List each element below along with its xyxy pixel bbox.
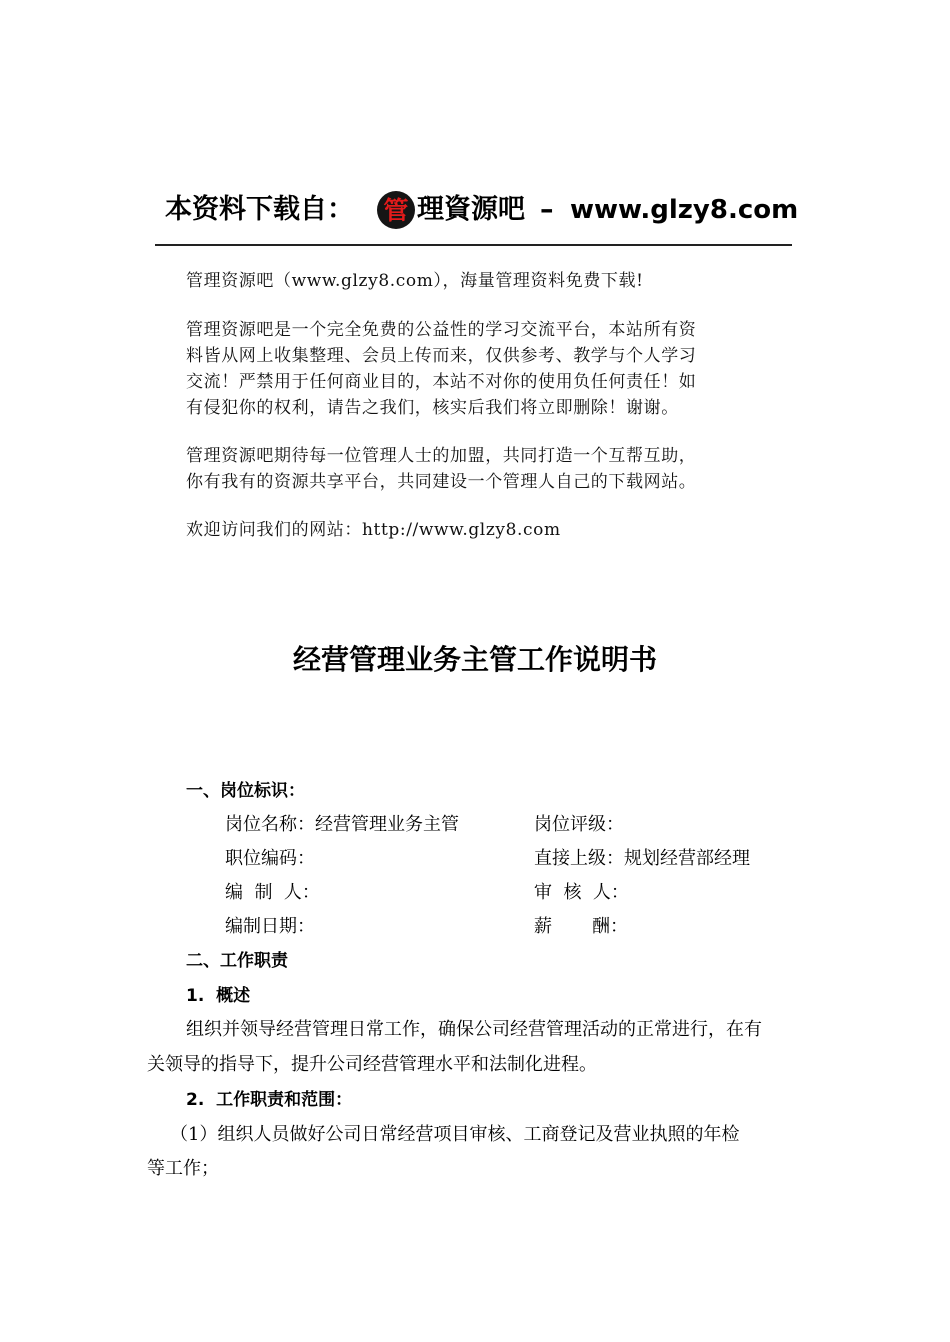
banner-prefix: 本资料下载自： — [165, 194, 354, 225]
banner-site-url: www.glzy8.com — [570, 195, 799, 225]
notice-para2-line-2: 料皆从网上收集整理、会员上传而来，仅供参考、教学与个人学习 — [186, 346, 697, 366]
duty-1-line-1: （1）组织人员做好公司日常经营项目审核、工商登记及营业执照的年检 — [170, 1124, 740, 1145]
overview-line-2: 关领导的指导下，提升公司经营管理水平和法制化进程。 — [147, 1054, 597, 1075]
field-compile-date: 编制日期： — [225, 916, 315, 937]
notice-para3-line-2: 你有我有的资源共享平台，共同建设一个管理人自己的下载网站。 — [186, 472, 697, 492]
notice-line-1: 管理资源吧（www.glzy8.com），海量管理资料免费下载! — [186, 271, 644, 291]
notice-para3-line-1: 管理资源吧期待每一位管理人士的加盟，共同打造一个互帮互助， — [186, 446, 697, 466]
banner-site-name: 理資源吧 — [417, 194, 525, 225]
document-title: 经营管理业务主管工作说明书 — [292, 643, 657, 676]
field-position-name: 岗位名称：经营管理业务主管 — [225, 814, 459, 835]
logo-glyph: 管 — [383, 195, 409, 225]
notice-para2-line-1: 管理资源吧是一个完全免费的公益性的学习交流平台，本站所有资 — [186, 320, 697, 340]
field-direct-superior: 直接上级：规划经营部经理 — [534, 848, 750, 869]
site-logo-icon — [377, 191, 415, 229]
section-heading-position-id: 一、岗位标识： — [186, 781, 305, 801]
notice-visit-link[interactable]: 欢迎访问我们的网站：http://www.glzy8.com — [186, 520, 561, 540]
banner-dash: – — [540, 194, 554, 225]
field-position-code: 职位编码： — [225, 848, 315, 869]
subheading-overview: 1. 概述 — [186, 986, 251, 1006]
field-reviewer: 审 核 人： — [534, 882, 629, 903]
notice-para2-line-4: 有侵犯你的权利，请告之我们，核实后我们将立即删除！谢谢。 — [186, 398, 679, 418]
overview-line-1: 组织并领导经营管理日常工作，确保公司经营管理活动的正常进行，在有 — [186, 1019, 762, 1040]
section-heading-duties: 二、工作职责 — [186, 951, 288, 971]
subheading-duties-scope: 2. 工作职责和范围： — [186, 1090, 353, 1110]
duty-1-line-2: 等工作； — [147, 1158, 219, 1179]
notice-para2-line-3: 交流！严禁用于任何商业目的，本站不对你的使用负任何责任！如 — [186, 372, 697, 392]
field-compiler: 编 制 人： — [225, 882, 320, 903]
banner-divider — [155, 244, 792, 246]
field-salary: 薪 酬： — [534, 916, 629, 937]
field-position-grade: 岗位评级： — [534, 814, 624, 835]
